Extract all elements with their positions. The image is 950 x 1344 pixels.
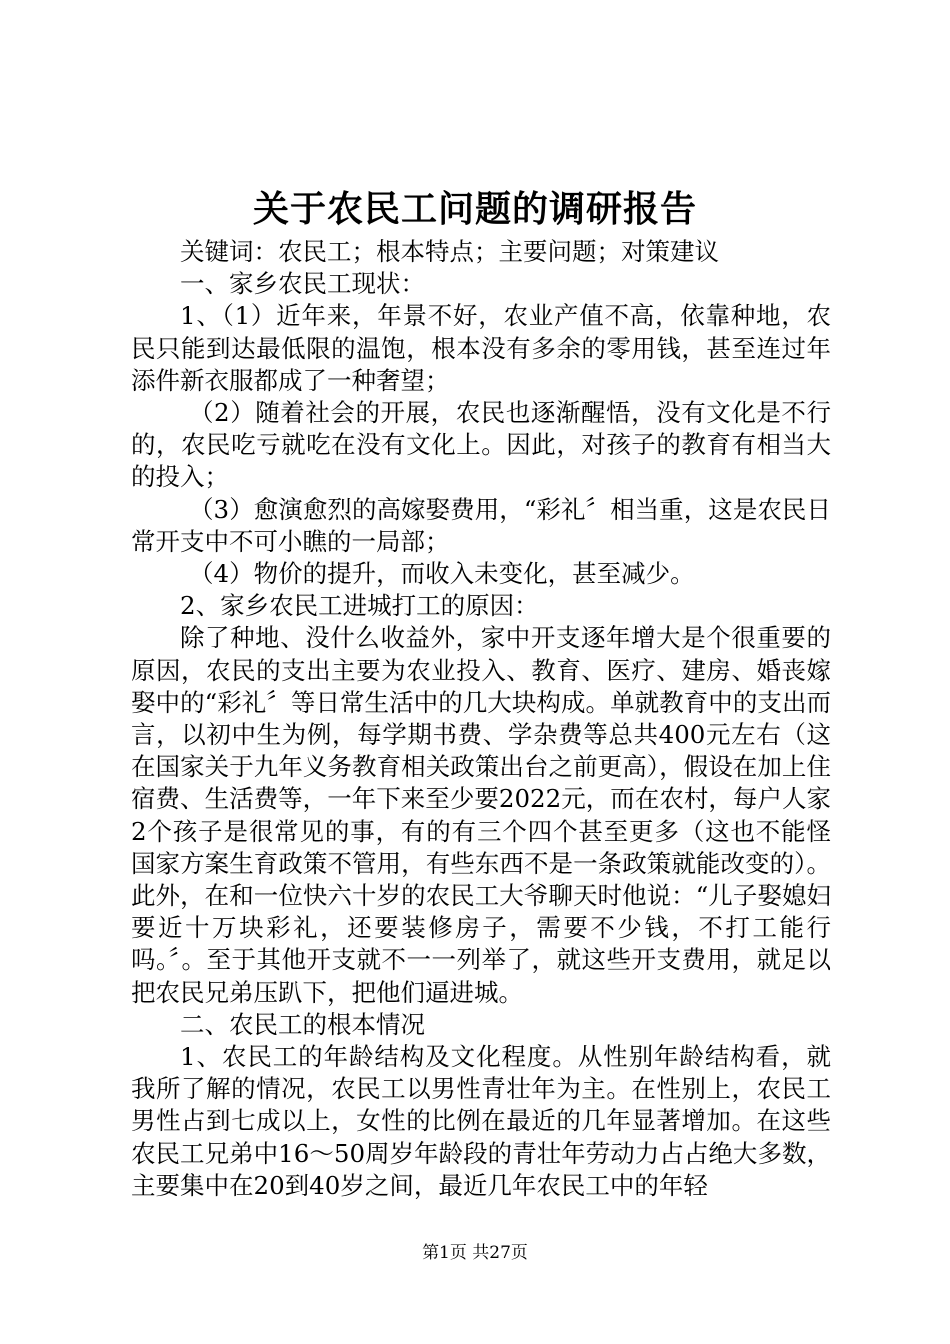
body-paragraph: （3）愈演愈烈的高嫁娶费用，“彩礼〞相当重，这是农民日常开支中不可小瞧的一局部；	[131, 494, 831, 556]
section-heading-2: 二、农民工的根本情况	[180, 1009, 425, 1039]
body-paragraph: （2）随着社会的开展，农民也逐渐醒悟，没有文化是不行的，农民吃亏就吃在没有文化上。因此，对孩子的教育有相当大的投入；	[131, 398, 831, 492]
document-title: 关于农民工问题的调研报告	[252, 188, 697, 230]
subsection-heading: 2、家乡农民工进城打工的原因：	[180, 591, 539, 621]
body-paragraph: 除了种地、没什么收益外，家中开支逐年增大是个很重要的原因，农民的支出主要为农业投入、教育、医疗、建房、婚丧嫁娶中的“彩礼〞等日常生活中的几大块构成。单就教育中的支出而言，以初中生为例，每学期书费、学杂费等总共400元左右（这在国家关于九年义务教育相关政策出台之前更高），假设在加上住宿费、生活费等，一年下来至少要2022元，而在农村，每户人家2个孩子是很常见的事，有的有三个四个甚至更多（这也不能怪国家方案生育政策不管用，有些东西不是一条政策就能改变的）。此外，在和一位快六十岁的农民工大爷聊天时他说：“儿子娶媳妇要近十万块彩礼，还要装修房子，需要不少钱，不打工能行吗。〞。至于其他开支就不一一列举了，就这些开支费用，就足以把农民兄弟压趴下，把他们逼进城。	[131, 623, 831, 1007]
page-number-footer: 第1页 共27页	[422, 1243, 528, 1263]
body-paragraph: （4）物价的提升，而收入未变化，甚至减少。	[189, 559, 695, 589]
document-body	[131, 236, 831, 1202]
body-paragraph: 1、农民工的年龄结构及文化程度。从性别年龄结构看，就我所了解的情况，农民工以男性青壮年为主。在性别上，农民工男性占到七成以上，女性的比例在最近的几年显著增加。在这些农民工兄弟中16～50周岁年龄段的青壮年劳动力占占绝大多数，主要集中在20到40岁之间，最近几年农民工中的年轻	[131, 1042, 831, 1200]
body-paragraph: 1、（1）近年来，年景不好，农业产值不高，依靠种地，农民只能到达最低限的温饱，根本没有多余的零用钱，甚至连过年添件新衣服都成了一种奢望；	[131, 301, 831, 395]
section-heading-1: 一、家乡农民工现状：	[180, 269, 425, 299]
keywords-paragraph: 关键词：农民工；根本特点；主要问题；对策建议	[180, 237, 719, 266]
